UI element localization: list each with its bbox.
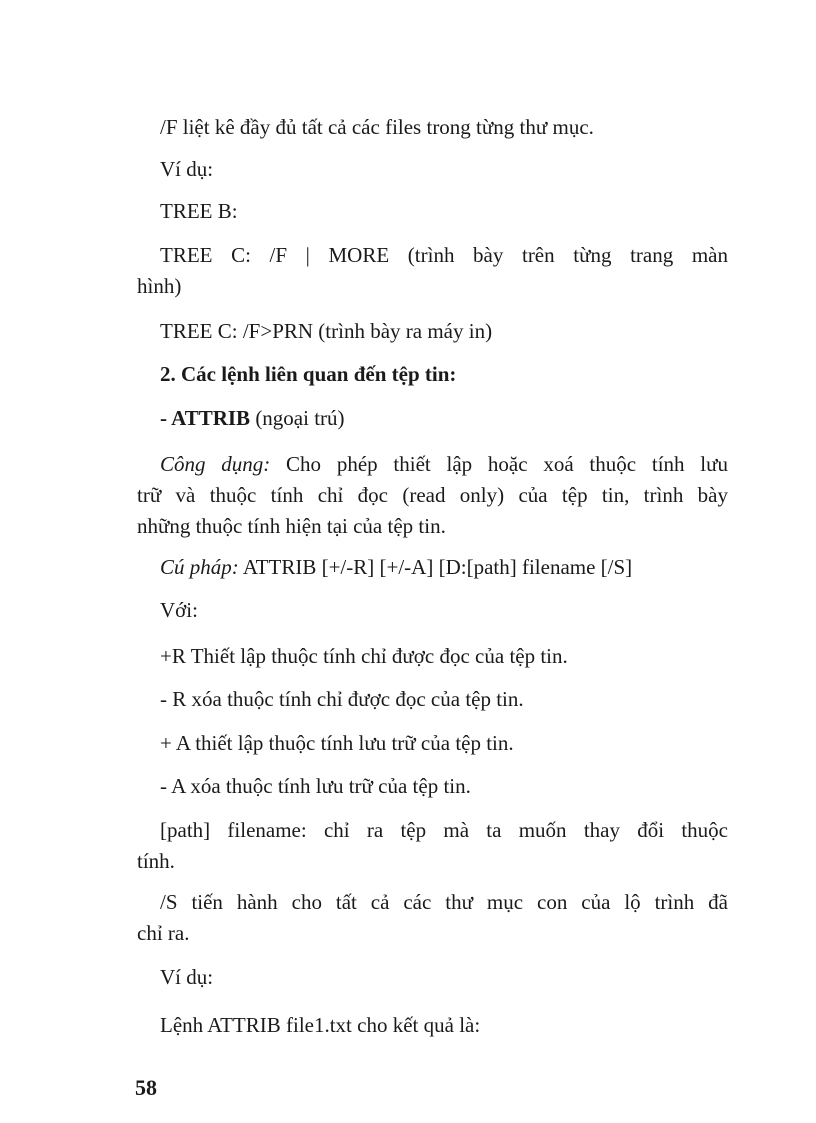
text-line: hình) bbox=[137, 274, 182, 298]
text-line: TREE C: /F>PRN (trình bày ra máy in) bbox=[160, 319, 493, 343]
text-line: Ví dụ: bbox=[160, 965, 214, 989]
text-line: + A thiết lập thuộc tính lưu trữ của tệp tin. bbox=[160, 731, 514, 755]
text-line: Ví dụ: bbox=[160, 157, 214, 181]
text-line: /S tiến hành cho tất cả các thư mục con của lộ trình đã bbox=[160, 890, 728, 914]
text-line: chỉ ra. bbox=[137, 921, 190, 945]
text-line: [path] filename: chỉ ra tệp mà ta muốn thay đổi thuộc bbox=[160, 818, 728, 842]
command-name: - ATTRIB bbox=[160, 406, 251, 430]
paragraph-s-switch bbox=[137, 887, 728, 949]
text-line: +R Thiết lập thuộc tính chỉ được đọc của tệp tin. bbox=[160, 644, 568, 668]
text-line: TREE C: /F | MORE (trình bày trên từng trang màn bbox=[160, 243, 728, 267]
text-line bbox=[160, 405, 345, 431]
text-line: những thuộc tính hiện tại của tệp tin. bbox=[137, 514, 446, 538]
text-line: Với: bbox=[160, 598, 198, 622]
label-cong-dung: Công dụng: bbox=[160, 452, 271, 476]
text-line bbox=[160, 554, 632, 580]
text-line: trữ và thuộc tính chỉ đọc (read only) của tệp tin, trình bày bbox=[137, 483, 728, 507]
text-line: tính. bbox=[137, 849, 175, 873]
command-note: (ngoại trú) bbox=[250, 406, 345, 430]
page-number: 58 bbox=[135, 1075, 157, 1100]
paragraph-tree-more bbox=[137, 240, 728, 302]
paragraph-cong-dung bbox=[137, 449, 728, 542]
text-line: - A xóa thuộc tính lưu trữ của tệp tin. bbox=[160, 774, 471, 798]
text-line bbox=[137, 449, 728, 480]
text-line: /F liệt kê đầy đủ tất cả các files trong từng thư mục. bbox=[160, 115, 594, 139]
text-line: - R xóa thuộc tính chỉ được đọc của tệp tin. bbox=[160, 687, 524, 711]
syntax-text: ATTRIB [+/-R] [+/-A] [D:[path] filename [/S] bbox=[238, 555, 633, 579]
section-heading: 2. Các lệnh liên quan đến tệp tin: bbox=[160, 362, 457, 386]
paragraph-path-filename bbox=[137, 815, 728, 877]
text-line: TREE B: bbox=[160, 199, 238, 223]
text-line: Lệnh ATTRIB file1.txt cho kết quả là: bbox=[160, 1013, 481, 1037]
text-segment: Cho phép thiết lập hoặc xoá thuộc tính lưu bbox=[270, 452, 729, 476]
label-cu-phap: Cú pháp: bbox=[160, 555, 239, 579]
